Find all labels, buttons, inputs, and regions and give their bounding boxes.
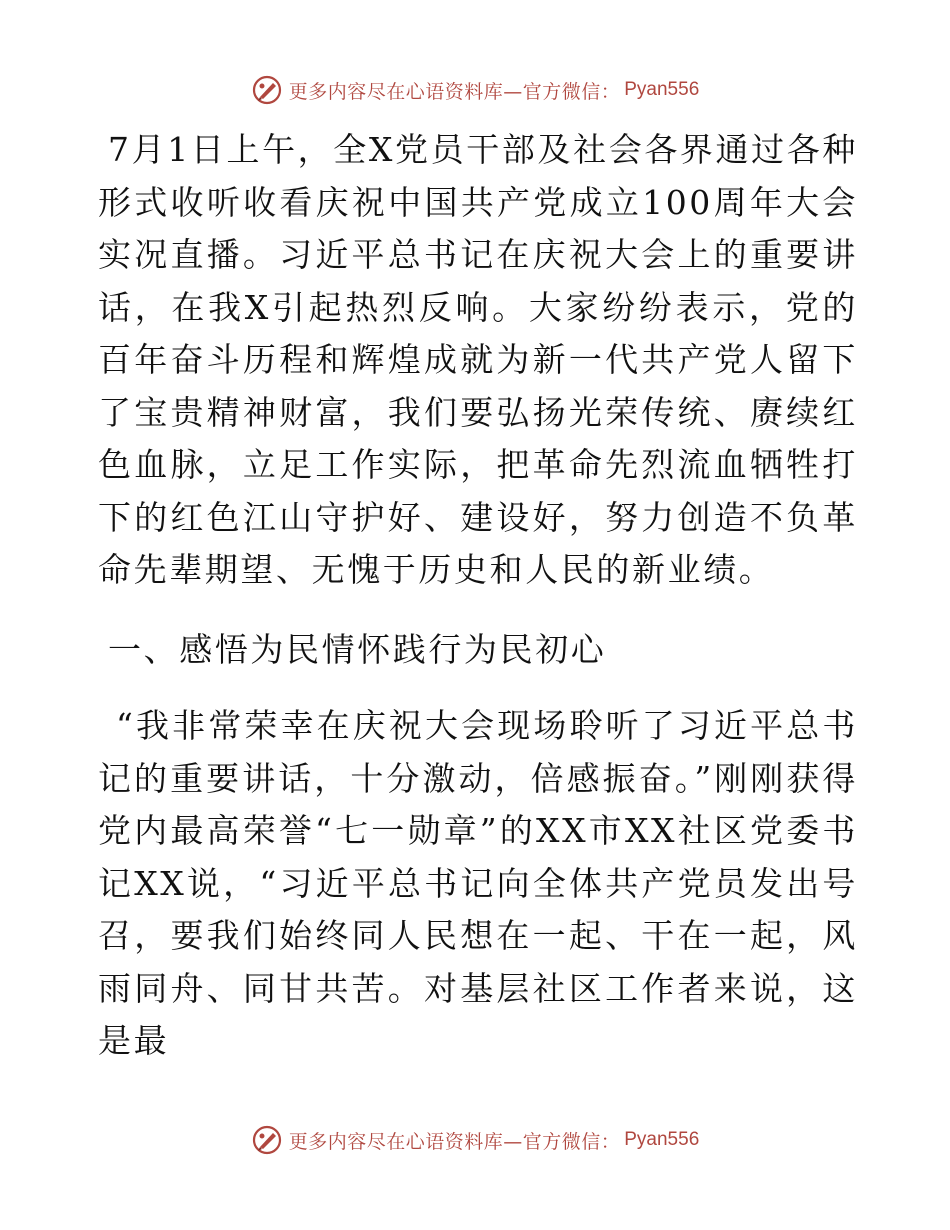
watermark-wechat-id: Pyan556 <box>624 79 700 100</box>
section-heading: 一、感悟为民情怀践行为民初心 <box>108 629 607 669</box>
watermark-text: 更多内容尽在心语资料库—官方微信： <box>288 1130 621 1153</box>
document-body <box>98 124 858 1068</box>
footer-watermark <box>0 1122 950 1158</box>
ink-pen-logo-icon <box>251 1124 283 1156</box>
paragraph-quote: “我非常荣幸在庆祝大会现场聆听了习近平总书记的重要讲话，十分激动，倍感振奋。”刚刚获得党内最高荣誉“七一勋章”的XX市XX社区党委书记XX说，“习近平总书记向全体共产党员发出号召，要我们始终同人民想在一起、干在一起，风雨同舟、同甘共苦。对基层社区工作者来说，这是最 <box>98 706 858 1060</box>
ink-pen-logo-icon <box>251 74 283 106</box>
watermark-text: 更多内容尽在心语资料库—官方微信： <box>288 80 621 103</box>
header-watermark <box>0 72 950 108</box>
watermark-wechat-id: Pyan556 <box>624 1129 700 1150</box>
paragraph-intro: 7月1日上午，全X党员干部及社会各界通过各种形式收听收看庆祝中国共产党成立100周年大会实况直播。习近平总书记在庆祝大会上的重要讲话，在我X引起热烈反响。大家纷纷表示，党的百年奋斗历程和辉煌成就为新一代共产党人留下了宝贵精神财富，我们要弘扬光荣传统、赓续红色血脉，立足工作实际，把革命先烈流血牺牲打下的红色江山守护好、建设好，努力创造不负革命先辈期望、无愧于历史和人民的新业绩。 <box>98 130 858 589</box>
